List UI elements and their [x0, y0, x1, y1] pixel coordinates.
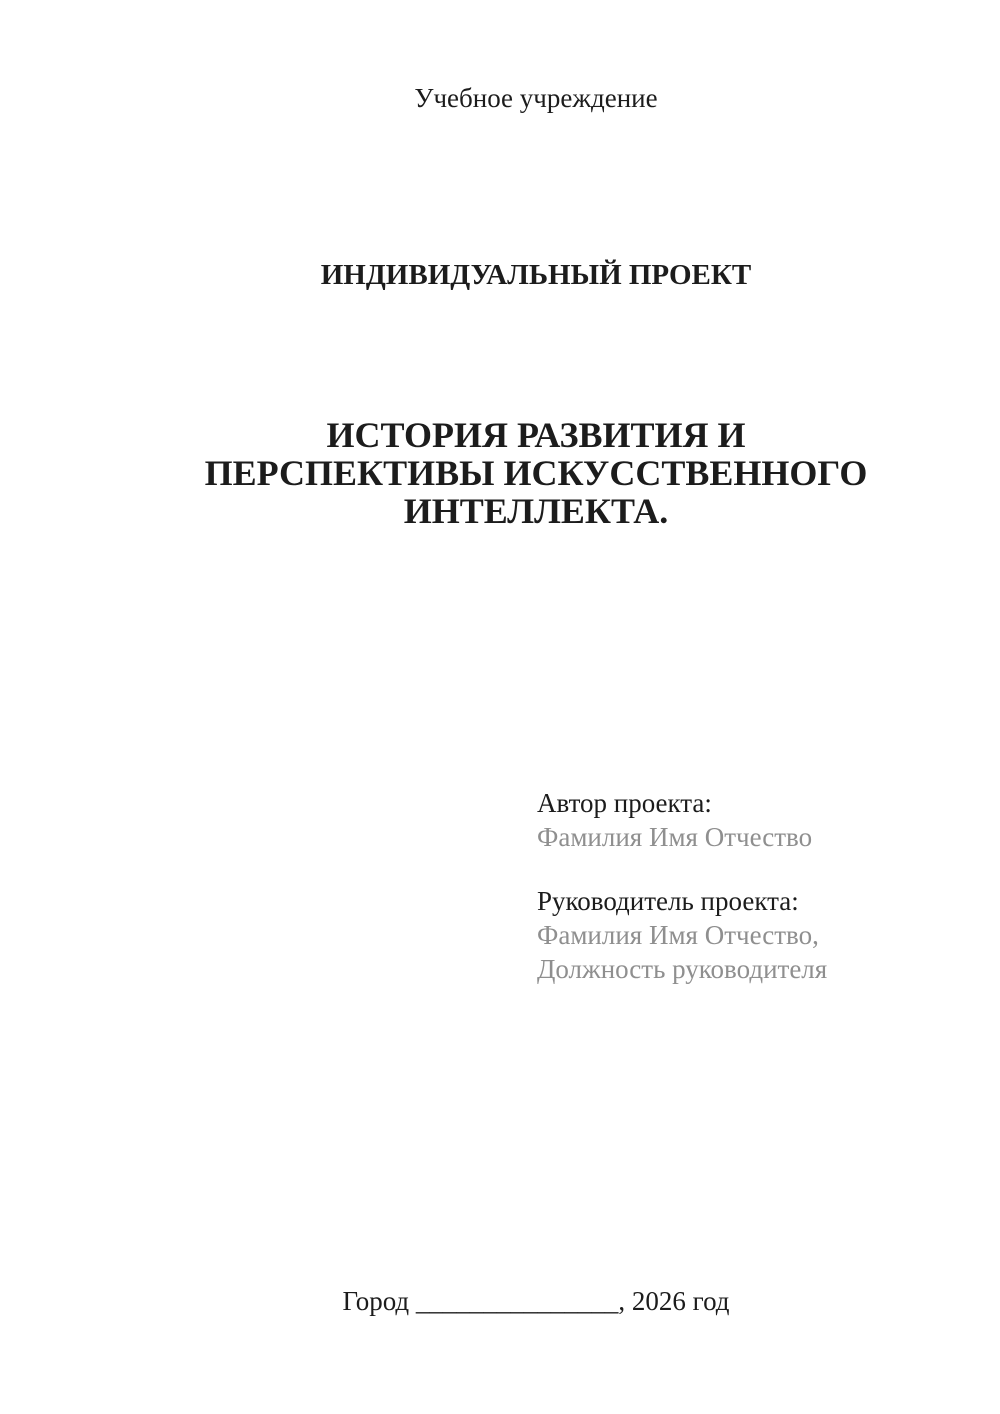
project-title: [143, 416, 929, 530]
project-title-line-2: ПЕРСПЕКТИВЫ ИСКУССТВЕННОГО: [204, 453, 868, 493]
author-label: Автор проекта:: [537, 788, 712, 818]
project-title-line-1: ИСТОРИЯ РАЗВИТИЯ И: [326, 415, 746, 455]
city-year-line: Город _______________, 2026 год: [342, 1286, 730, 1316]
document-type-heading: ИНДИВИДУАЛЬНЫЙ ПРОЕКТ: [320, 259, 752, 291]
supervisor-label: Руководитель проекта:: [537, 886, 799, 916]
author-name-placeholder: Фамилия Имя Отчество: [537, 822, 813, 852]
author-block: [537, 786, 827, 854]
credits-block: [537, 786, 827, 986]
supervisor-name-placeholder: Фамилия Имя Отчество,: [537, 920, 819, 950]
supervisor-position-placeholder: Должность руководителя: [537, 954, 828, 984]
supervisor-block: [537, 884, 827, 986]
project-title-line-3: ИНТЕЛЛЕКТА.: [403, 491, 669, 531]
institution-name: Учебное учреждение: [414, 83, 658, 113]
